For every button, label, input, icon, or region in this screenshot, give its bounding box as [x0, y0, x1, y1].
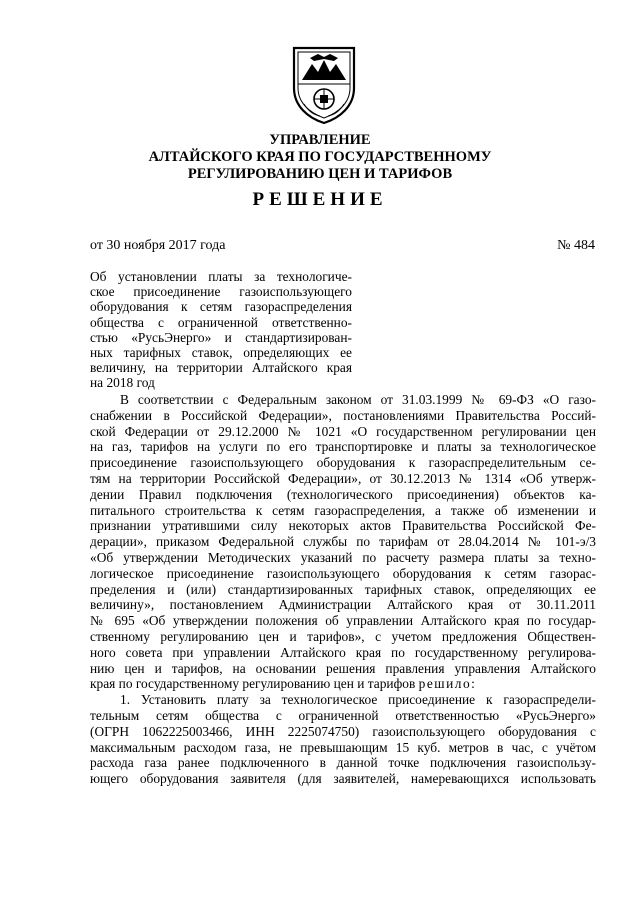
resolved-word: решило: — [418, 676, 477, 692]
body-line: ской Федерации от 29.12.2000 № 1021 «О государственном регулировании цен — [90, 423, 596, 439]
subject-line: Об установлении платы за технологиче- — [90, 269, 352, 284]
item-1-line: (ОГРН 1062225003466, ИНН 2225074750) газоиспользующего оборудования с — [90, 723, 596, 739]
item-1-line: ющего оборудования заявителя (для заявителей, намеревающихся использовать — [90, 771, 596, 787]
body-line: ственному регулированию цен и тарифов», с учетом предложения Обществен- — [90, 628, 596, 644]
body-line: величину», постановлением Администрации Алтайского края от 30.11.2011 — [90, 597, 596, 613]
body-line: логическое присоединение газоиспользующего оборудования к сетям газорас- — [90, 565, 596, 581]
subject-line: ных тарифных ставок, определяющих ее — [90, 345, 352, 361]
item-1-line: расхода газа ранее подключенного в данной точке подключения газоиспользу- — [90, 755, 596, 771]
document-date: от 30 ноября 2017 года — [90, 238, 226, 253]
subject-line: на 2018 год — [90, 375, 155, 391]
subject-line: ское присоединение газоиспользующего — [90, 284, 352, 300]
altai-krai-emblem-icon — [290, 44, 358, 126]
body-line: ного совета при управлении Алтайского края по государственному регулирова- — [90, 644, 596, 660]
body-line: тям на территории Российской Федерации», от 30.12.2013 № 1314 «Об утверж- — [90, 470, 596, 486]
body-line: дерации», приказом Федеральной службы по тарифам от 28.04.2014 № 101-э/3 — [90, 534, 596, 550]
subject-line: стью «РусьЭнерго» и стандартизирован- — [90, 329, 352, 345]
body-line: № 695 «Об утверждении положения об управлении Алтайского края по государ- — [90, 613, 596, 629]
document-number: № 484 — [557, 238, 595, 253]
authority-line-3: РЕГУЛИРОВАНИЮ ЦЕН И ТАРИФОВ — [187, 166, 453, 182]
document-body — [90, 392, 596, 787]
subject-line: величину, на территории Алтайского края — [90, 360, 352, 376]
subject-line: общества с ограниченной ответственно- — [90, 314, 352, 330]
body-line-text: края по государственному регулированию цен и тарифов — [90, 676, 416, 692]
body-line: «Об утверждении Методических указаний по расчету размера платы за техно- — [90, 549, 596, 565]
body-line: присоединение газоиспользующего оборудования к газораспределительным се- — [90, 455, 596, 471]
body-line: нию цен и тарифов, на основании решения правления управления Алтайского — [90, 660, 596, 676]
body-line: питального строительства к сетям газораспределения, а также об изменении и — [90, 502, 596, 518]
item-1-line: максимальным расходом газа, не превышающим 15 куб. метров в час, с учётом — [90, 739, 596, 755]
body-line: В соответствии с Федеральным законом от 31.03.1999 № 69-ФЗ «О газо- — [120, 392, 596, 407]
body-line: пределения и (или) стандартизированных тарифных ставок, определяющих ее — [90, 581, 596, 597]
date-number-line — [90, 238, 595, 254]
authority-line-2: АЛТАЙСКОГО КРАЯ ПО ГОСУДАРСТВЕННОМУ — [148, 149, 492, 165]
document-title: РЕШЕНИЕ — [252, 189, 388, 210]
subject-line: оборудования к сетям газораспределения — [90, 299, 352, 315]
body-line: признании утратившими силу некоторых актов Правительства Российской Фе- — [90, 518, 596, 534]
item-1-line: тельным сетям общества с ограниченной ответственностью «РусьЭнерго» — [90, 707, 596, 723]
body-line — [90, 676, 596, 692]
body-line: снабжении в Российской Федерации», постановлениями Правительства Россий- — [90, 407, 596, 423]
document-subject — [90, 269, 352, 391]
body-line: дении Правил подключения (технологического присоединения) объектов ка- — [90, 486, 596, 502]
item-1-line: 1. Установить плату за технологическое присоединение к газораспредели- — [120, 692, 596, 708]
body-line: на газ, тарифов на услуги по его транспортировке и платы за технологическое — [90, 439, 596, 455]
authority-line-1: УПРАВЛЕНИЕ — [269, 132, 371, 148]
issuing-authority — [0, 132, 640, 183]
